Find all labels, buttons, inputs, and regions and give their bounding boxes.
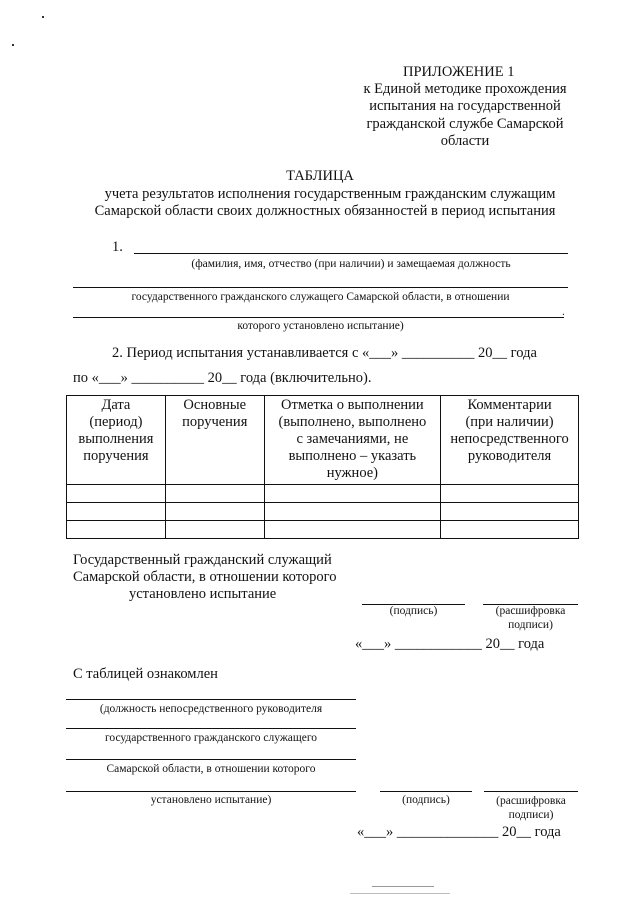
supervisor-decode-line[interactable] — [484, 791, 578, 792]
appendix-title: ПРИЛОЖЕНИЕ 1 — [403, 64, 515, 80]
scan-artifact — [350, 893, 450, 894]
employee-signature-caption: (подпись) — [389, 605, 438, 617]
table-cell[interactable] — [441, 503, 579, 521]
table-cell[interactable] — [67, 521, 166, 539]
table-cell[interactable] — [264, 485, 440, 503]
scan-speck — [42, 16, 44, 18]
header-comments: Комментарии (при наличии) непосредственного руководителя — [441, 396, 579, 485]
supervisor-position-line[interactable] — [66, 699, 356, 700]
employee-decode-caption: (расшифровка — [495, 605, 566, 617]
table-cell[interactable] — [67, 503, 166, 521]
employee-label: Государственный гражданский служащий — [73, 552, 332, 568]
employee-decode-caption: подписи) — [508, 619, 553, 631]
supervisor-decode-caption: подписи) — [508, 809, 554, 821]
period-end-line: по «___» __________ 20__ года (включительно). — [73, 370, 372, 386]
table-row — [67, 521, 579, 539]
familiarized-title: С таблицей ознакомлен — [73, 666, 218, 682]
supervisor-caption: установлено испытание) — [150, 794, 272, 806]
appendix-line: области — [440, 133, 490, 149]
supervisor-decode-caption: (расшифровка — [496, 795, 566, 807]
table-cell[interactable] — [441, 521, 579, 539]
trailing-dot: . — [562, 306, 565, 318]
name-caption: (фамилия, имя, отчество (при наличии) и замещаемая должность — [191, 258, 511, 270]
supervisor-position-line[interactable] — [66, 791, 356, 792]
appendix-line: к Единой методике прохождения — [363, 81, 567, 97]
supervisor-date-line: «___» ______________ 20__ года — [357, 824, 561, 840]
header-assignments: Основные поручения — [165, 396, 264, 485]
table-cell[interactable] — [264, 503, 440, 521]
table-subtitle: учета результатов исполнения государственным гражданским служащим — [104, 186, 556, 202]
position-caption: государственного гражданского служащего Самарской области, в отношении — [131, 291, 510, 303]
supervisor-signature-caption: (подпись) — [402, 794, 450, 806]
position-caption: которого установлено испытание) — [237, 320, 404, 332]
table-cell[interactable] — [165, 485, 264, 503]
item1-number: 1. — [112, 239, 123, 255]
table-row — [67, 503, 579, 521]
table-cell[interactable] — [165, 521, 264, 539]
supervisor-signature-line[interactable] — [380, 791, 472, 792]
scan-speck — [12, 44, 14, 46]
supervisor-caption: государственного гражданского служащего — [104, 732, 318, 744]
table-cell[interactable] — [165, 503, 264, 521]
employee-date-line: «___» ____________ 20__ года — [355, 636, 545, 652]
table-row — [67, 485, 579, 503]
appendix-line: испытания на государственной — [369, 98, 561, 114]
supervisor-position-line[interactable] — [66, 728, 356, 729]
appendix-line: гражданской службе Самарской — [366, 116, 564, 132]
table-cell[interactable] — [67, 485, 166, 503]
period-start-line: 2. Период испытания устанавливается с «___» __________ 20__ года — [112, 345, 537, 361]
position-input-line[interactable] — [73, 287, 568, 288]
table-cell[interactable] — [441, 485, 579, 503]
name-input-line[interactable] — [134, 253, 568, 254]
supervisor-caption: Самарской области, в отношении которого — [106, 763, 316, 775]
supervisor-caption: (должность непосредственного руководителя — [99, 703, 323, 715]
header-completion-mark: Отметка о выполнении (выполнено, выполнено с замечаниями, не выполнено – указать нужное) — [264, 396, 440, 485]
header-date: Дата (период) выполнения поручения — [67, 396, 166, 485]
employee-label: установлено испытание — [129, 586, 277, 602]
results-table — [66, 395, 579, 539]
table-subtitle: Самарской области своих должностных обязанностей в период испытания — [94, 203, 556, 219]
table-cell[interactable] — [264, 521, 440, 539]
table-header-row — [67, 396, 579, 485]
employee-label: Самарской области, в отношении которого — [73, 569, 337, 585]
scan-artifact — [372, 886, 434, 887]
supervisor-position-line[interactable] — [66, 759, 356, 760]
table-heading: ТАБЛИЦА — [286, 168, 354, 184]
position-input-line-2[interactable] — [73, 317, 564, 318]
